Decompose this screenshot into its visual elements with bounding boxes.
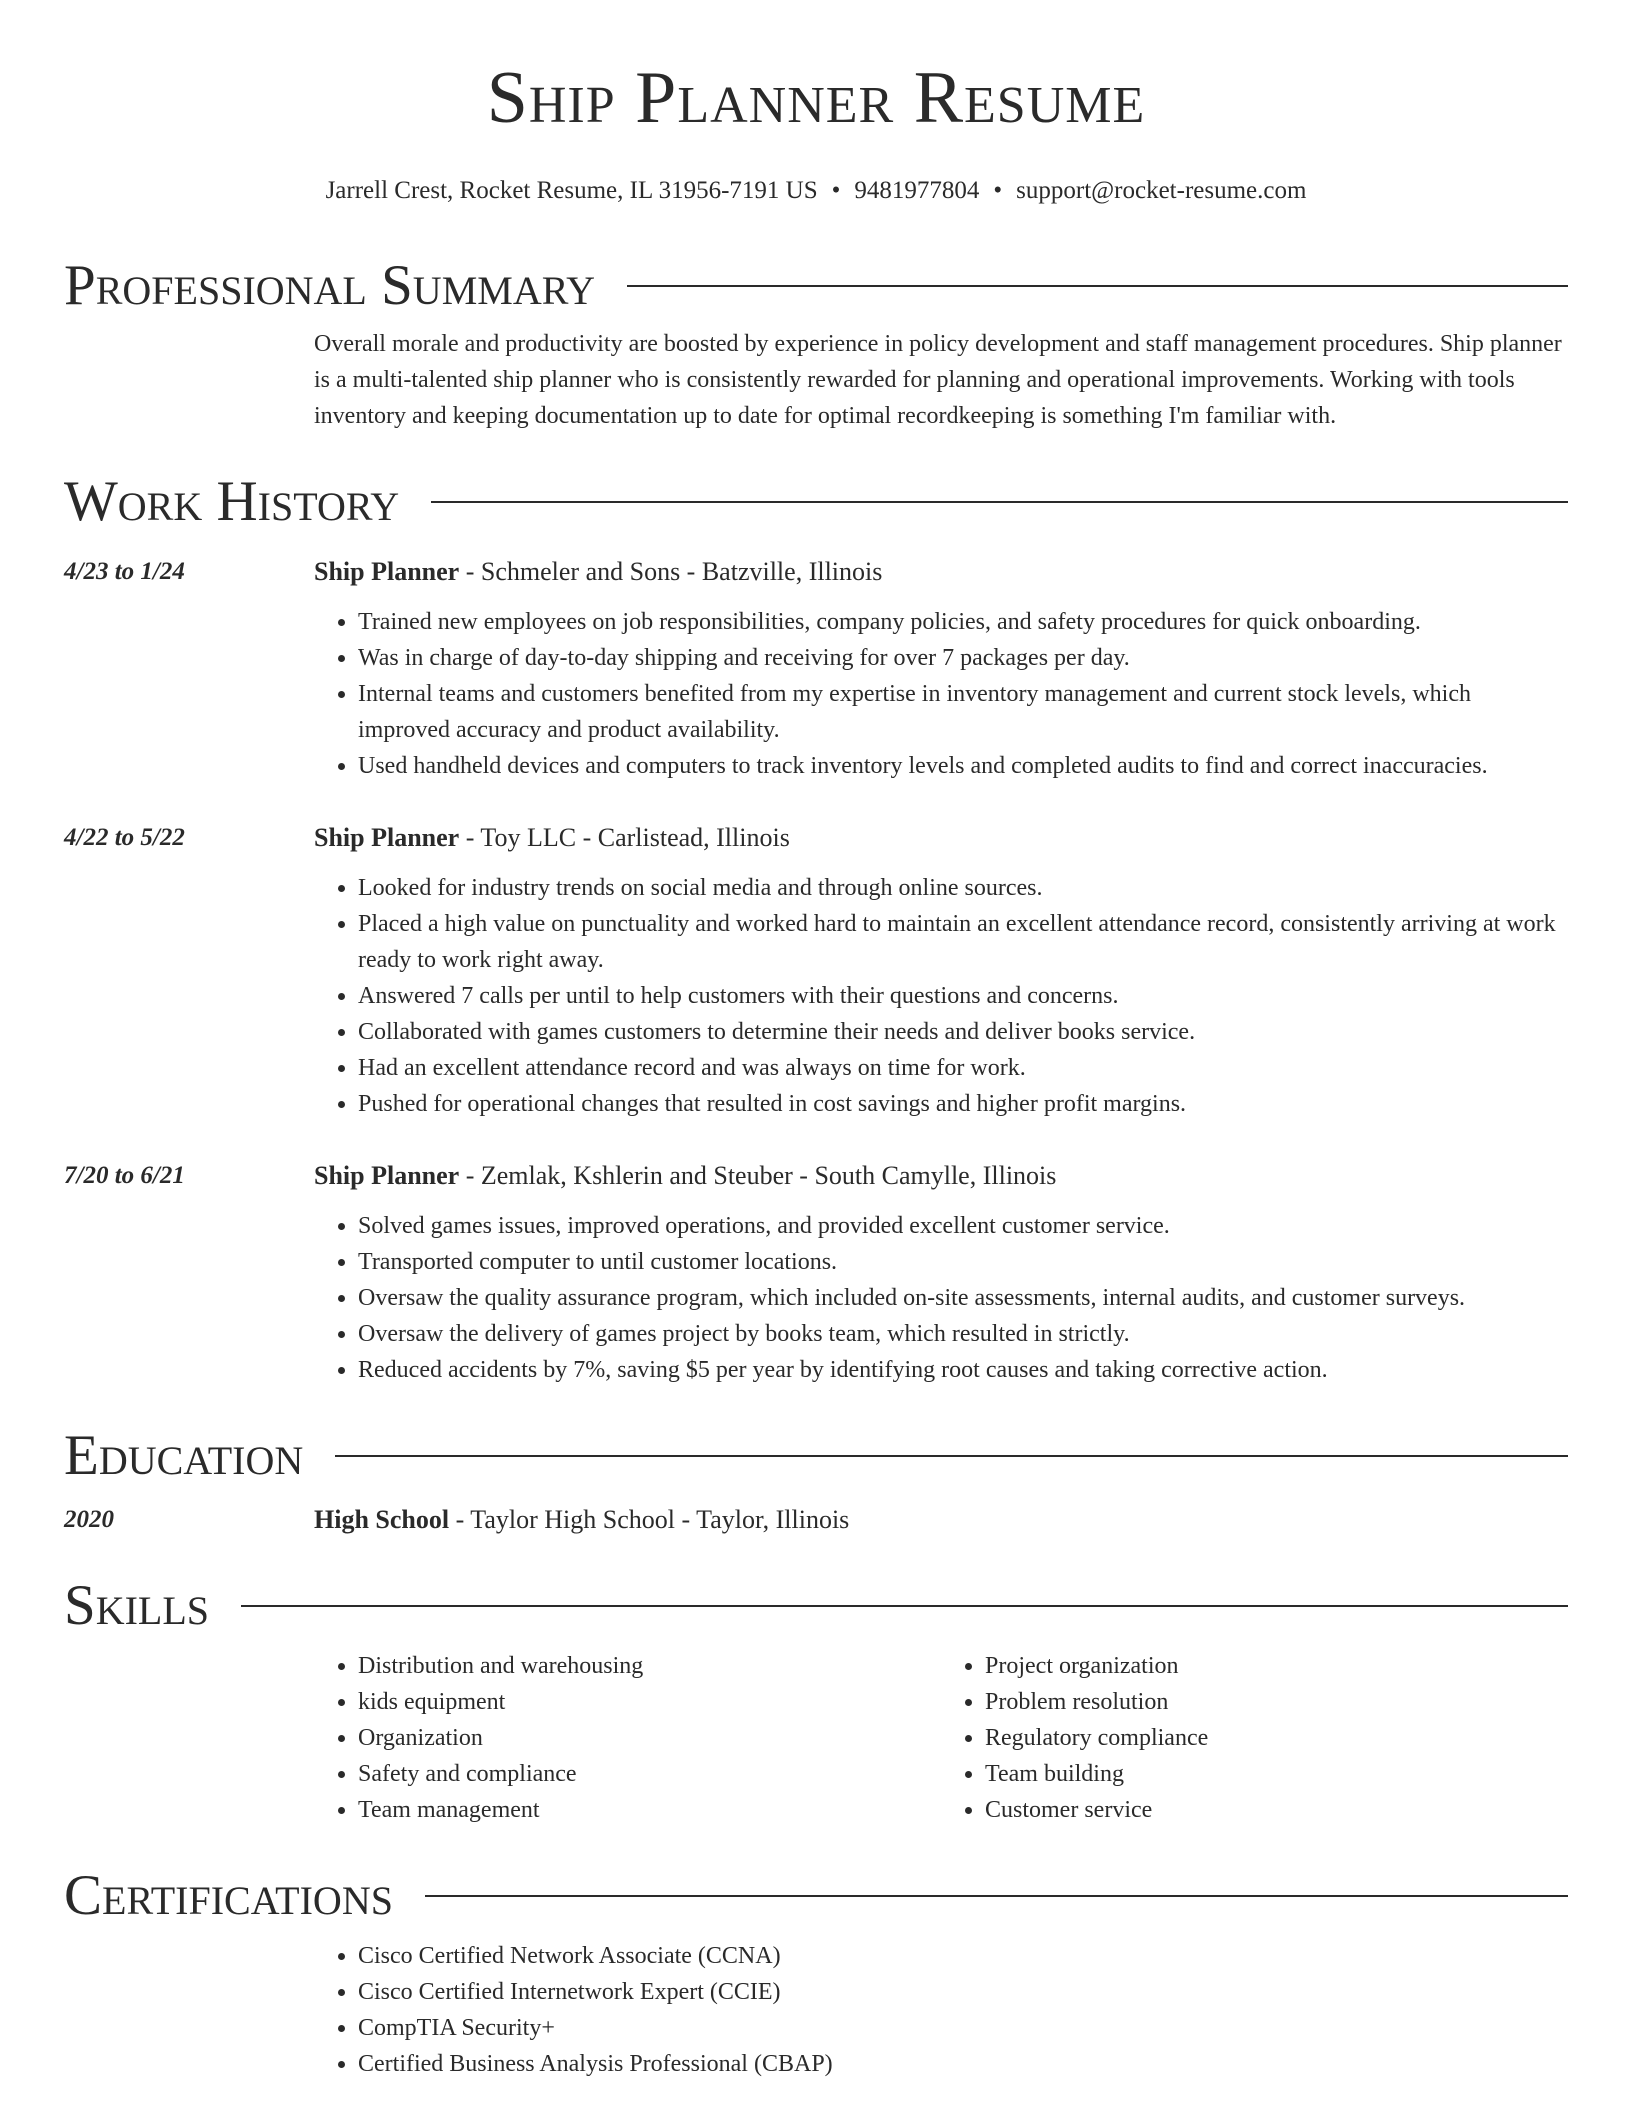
contact-phone: 9481977804 — [854, 177, 980, 204]
certifications-heading-row — [64, 1864, 1568, 1928]
skills-section — [64, 1574, 1568, 1828]
list-item: • Answered 7 calls per until to help customers with their questions and concerns. — [358, 978, 1568, 1014]
list-item: • Used handheld devices and computers to track inventory levels and completed audits to find and correct inaccuracies. — [358, 748, 1568, 784]
list-item: • Cisco Certified Internetwork Expert (CCIE) — [358, 1974, 1568, 2010]
list-item: • Cisco Certified Network Associate (CCNA) — [358, 1938, 1568, 1974]
list-item: • Problem resolution — [985, 1684, 1568, 1720]
education-year: 2020 — [64, 1506, 114, 1533]
list-item: • Team building — [985, 1756, 1568, 1792]
work-heading-row — [64, 470, 1568, 534]
list-item: • Oversaw the delivery of games project by books team, which resulted in strictly. — [358, 1316, 1568, 1352]
contact-line — [0, 174, 1632, 208]
list-item: • Internal teams and customers benefited from my expertise in inventory management and current stock levels, which improved accuracy and product availability. — [358, 676, 1568, 748]
list-item: • Customer service — [985, 1792, 1568, 1828]
list-item: • Organization — [358, 1720, 941, 1756]
contact-email: support@rocket-resume.com — [1016, 177, 1307, 204]
job-title: Ship Planner — [314, 823, 460, 852]
contact-separator: • — [993, 177, 1003, 204]
job-heading — [314, 554, 1568, 590]
contact-address: Jarrell Crest, Rocket Resume, IL 31956-7191 US — [325, 177, 818, 204]
job-title: Ship Planner — [314, 1161, 460, 1190]
list-item: • CompTIA Security+ — [358, 2010, 1568, 2046]
education-entry — [64, 1502, 1568, 1538]
list-item: • Trained new employees on job responsibilities, company policies, and safety procedures for quick onboarding. — [358, 604, 1568, 640]
summary-heading-row — [64, 254, 1568, 318]
section-divider — [335, 1455, 1568, 1457]
list-item: • Collaborated with games customers to determine their needs and deliver books service. — [358, 1014, 1568, 1050]
list-item: • Oversaw the quality assurance program, which included on-site assessments, internal audits, and customer surveys. — [358, 1280, 1568, 1316]
job-dates: 4/23 to 1/24 — [64, 558, 185, 585]
section-divider — [627, 285, 1568, 287]
job-details: - Schmeler and Sons - Batzville, Illinois — [459, 557, 883, 586]
job-dates: 7/20 to 6/21 — [64, 1162, 185, 1189]
education-heading-row — [64, 1424, 1568, 1488]
contact-separator: • — [831, 177, 841, 204]
section-divider — [431, 501, 1568, 503]
list-item: • Placed a high value on punctuality and worked hard to maintain an excellent attendance record, consistently arriving at work ready to work right away. — [358, 906, 1568, 978]
job-entry — [64, 820, 1568, 1122]
job-details: - Zemlak, Kshlerin and Steuber - South Camylle, Illinois — [459, 1161, 1057, 1190]
list-item: • Regulatory compliance — [985, 1720, 1568, 1756]
job-bullets — [314, 870, 1568, 1122]
list-item: • kids equipment — [358, 1684, 941, 1720]
education-section — [64, 1424, 1568, 1538]
list-item: • Solved games issues, improved operations, and provided excellent customer service. — [358, 1208, 1568, 1244]
job-dates: 4/22 to 5/22 — [64, 824, 185, 851]
list-item: • Team management — [358, 1792, 941, 1828]
skills-list-right — [941, 1648, 1568, 1828]
section-divider — [241, 1605, 1568, 1607]
job-bullets — [314, 604, 1568, 784]
list-item: • Looked for industry trends on social media and through online sources. — [358, 870, 1568, 906]
education-degree: High School — [314, 1505, 450, 1534]
section-heading: Skills — [64, 1574, 210, 1637]
list-item: • Certified Business Analysis Professional (CBAP) — [358, 2046, 1568, 2082]
work-history-section — [64, 470, 1568, 534]
list-item: • Safety and compliance — [358, 1756, 941, 1792]
job-entry — [64, 1158, 1568, 1388]
list-item: • Reduced accidents by 7%, saving $5 per year by identifying root causes and taking corrective action. — [358, 1352, 1568, 1388]
job-entry — [64, 554, 1568, 784]
job-details: - Toy LLC - Carlistead, Illinois — [459, 823, 790, 852]
summary-section — [64, 254, 1568, 434]
skills-list-left — [314, 1648, 941, 1828]
education-heading — [314, 1502, 1568, 1538]
section-heading: Education — [64, 1424, 304, 1487]
education-details: - Taylor High School - Taylor, Illinois — [449, 1505, 850, 1534]
skills-columns — [314, 1648, 1568, 1828]
job-bullets — [314, 1208, 1568, 1388]
certifications-section — [64, 1864, 1568, 2082]
summary-text: Overall morale and productivity are boosted by experience in policy development and staff management procedures. Ship planner is a multi-talented ship planner who is consistently rewarded for planning and operational improvements. Working with tools inventory and keeping documentation up to date for optimal recordkeeping is something I'm familiar with. — [314, 331, 1562, 429]
section-divider — [425, 1895, 1568, 1897]
list-item: • Had an excellent attendance record and was always on time for work. — [358, 1050, 1568, 1086]
resume-title: Ship Planner Resume — [486, 57, 1146, 139]
section-heading: Work History — [64, 470, 400, 533]
list-item: • Project organization — [985, 1648, 1568, 1684]
job-heading — [314, 1158, 1568, 1194]
section-heading: Professional Summary — [64, 254, 596, 317]
list-item: • Distribution and warehousing — [358, 1648, 941, 1684]
job-heading — [314, 820, 1568, 856]
list-item: • Was in charge of day-to-day shipping and receiving for over 7 packages per day. — [358, 640, 1568, 676]
list-item: • Transported computer to until customer locations. — [358, 1244, 1568, 1280]
skills-heading-row — [64, 1574, 1568, 1638]
section-heading: Certifications — [64, 1864, 393, 1927]
job-title: Ship Planner — [314, 557, 460, 586]
list-item: • Pushed for operational changes that resulted in cost savings and higher profit margins. — [358, 1086, 1568, 1122]
certifications-list — [314, 1938, 1568, 2082]
